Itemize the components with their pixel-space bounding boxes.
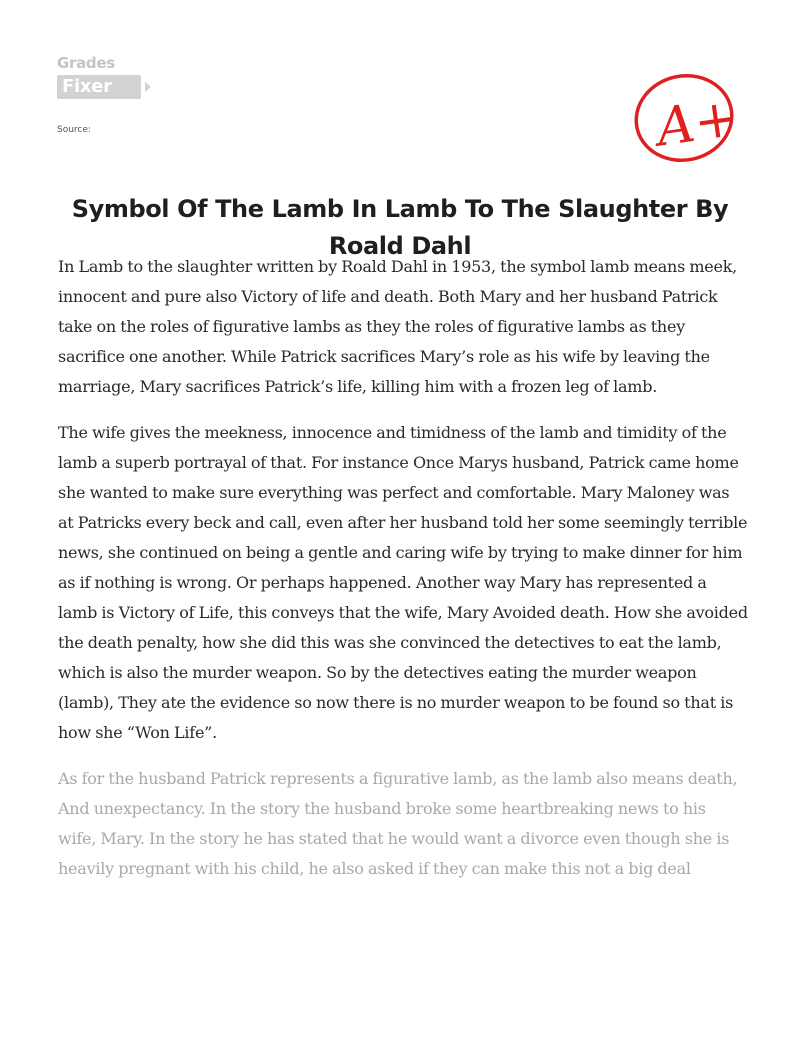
logo-line-2: Fixer (62, 76, 112, 97)
essay-title: Symbol Of The Lamb In Lamb To The Slaughter By Roald Dahl (71, 195, 729, 260)
grade-text: A+ (653, 87, 742, 159)
paragraph-3: As for the husband Patrick represents a figurative lamb, as the lamb also means death, And unexpectancy. In the story the husband broke some heartbreaking news to his wife, Mary. In the story he has stated that he would want a divorce even though she is heavily pregnant with his child, he also asked if they can make this not a big deal (58, 769, 738, 878)
source-label: Source: (57, 125, 91, 135)
logo-arrow-icon (145, 82, 151, 92)
paragraph-2: The wife gives the meekness, innocence and timidness of the lamb and timidity of the lamb a superb portrayal of that. For instance Once Marys husband, Patrick came home she wanted to make sure everything was perfect and comfortable. Mary Maloney was at Patricks every beck and call, even after her husband told her some seemingly terrible news, she continued on being a gentle and caring wife by trying to make dinner for him as if nothing is wrong. Or perhaps happened. Another way Mary has represented a lamb is Victory of Life, this conveys that the wife, Mary Avoided death. How she avoided the death penalty, how she did this was she convinced the detectives to eat the lamb, which is also the murder weapon. So by the detectives eating the murder weapon (lamb), They ate the evidence so now there is no murder weapon to be found so that is how she “Won Life”. (58, 423, 748, 742)
logo-line-1: Grades (57, 54, 115, 72)
paragraph-1: In Lamb to the slaughter written by Roald Dahl in 1953, the symbol lamb means meek, innocent and pure also Victory of life and death. Both Mary and her husband Patrick take on the roles of figurative lambs as they the roles of figurative lambs as they sacrifice one another. While Patrick sacrifices Mary’s role as his wife by leaving the marriage, Mary sacrifices Patrick’s life, killing him with a frozen leg of lamb. (58, 257, 738, 396)
essay-body (58, 252, 748, 900)
content-fade-overlay (0, 880, 800, 1038)
gradesfixer-logo[interactable] (57, 54, 167, 104)
a-plus-grade-stamp (632, 66, 742, 164)
logo-box (57, 75, 141, 99)
